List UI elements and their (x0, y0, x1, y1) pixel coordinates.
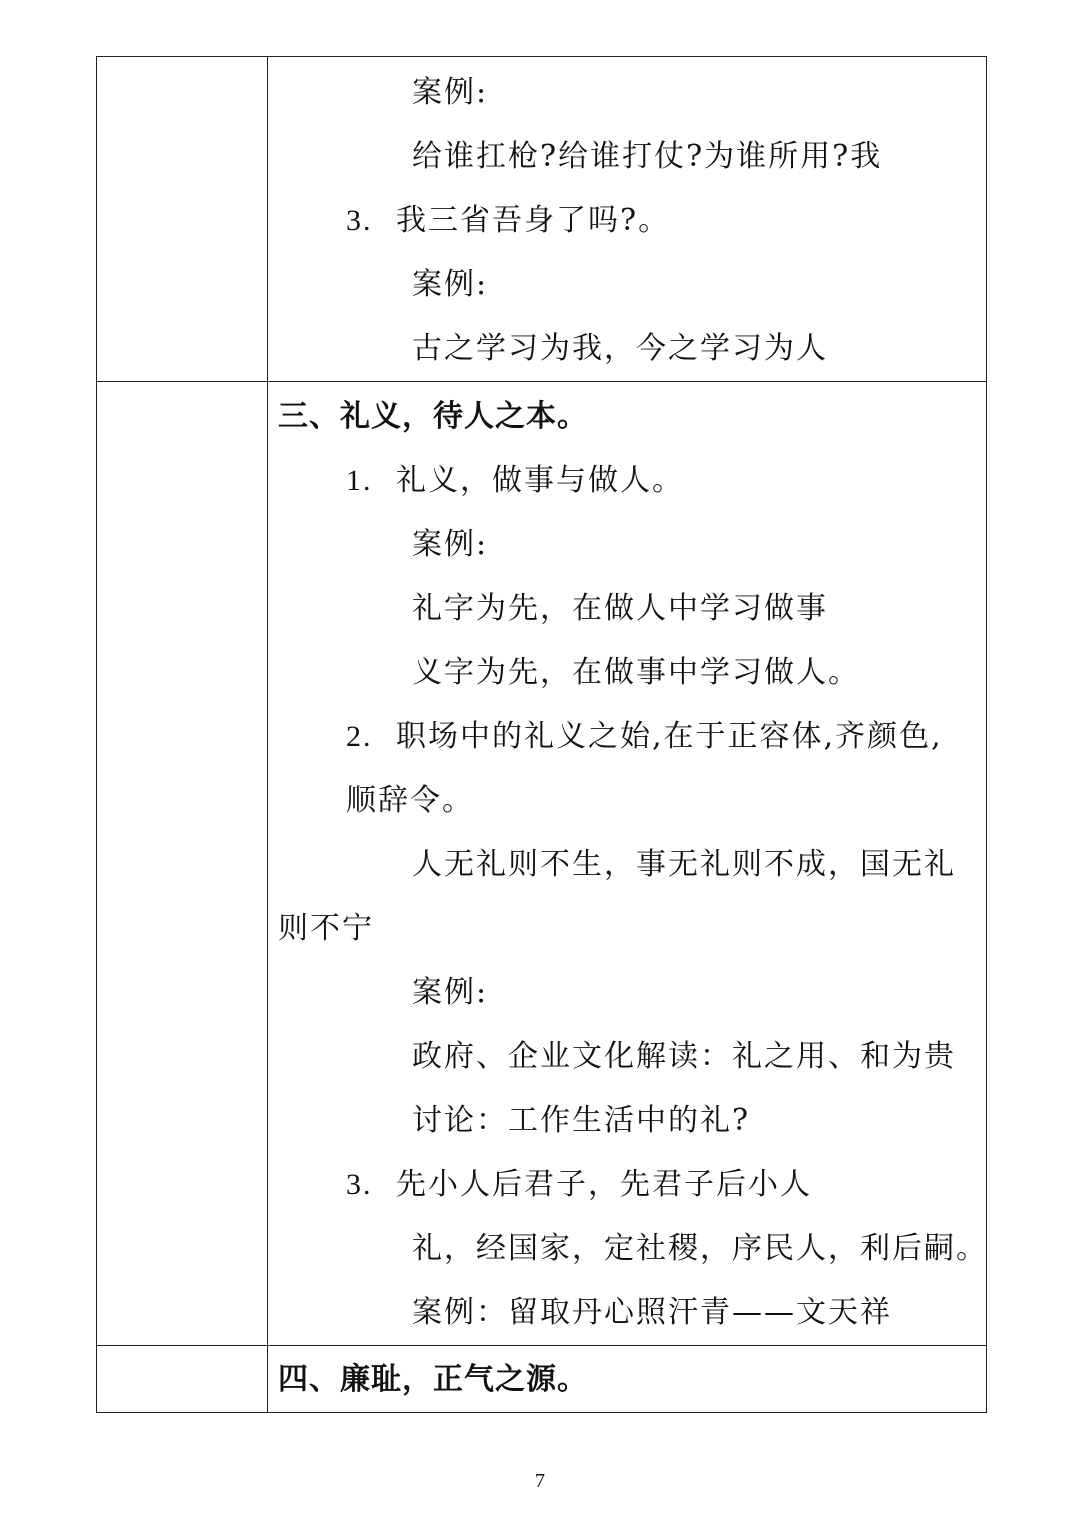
paragraph-continuation: 顺辞令。 (346, 783, 474, 818)
case-text: 义字为先，在做事中学习做人。 (412, 655, 860, 690)
quote-text: 人无礼则不生，事无礼则不成，国无礼 (412, 847, 956, 882)
case-text: 给谁扛枪?给谁打仗?为谁所用?我 (412, 139, 883, 174)
case-text: 政府、企业文化解读：礼之用、和为贵 (412, 1039, 956, 1074)
table-row (97, 382, 987, 1346)
case-label: 案例: (412, 75, 489, 110)
numbered-item (268, 705, 986, 769)
numbered-item (268, 1153, 986, 1217)
case-text: 案例：留取丹心照汗青——文天祥 (412, 1295, 892, 1330)
numbered-item (268, 449, 986, 513)
page-number: 7 (535, 1470, 545, 1492)
item-number: 3. (346, 204, 373, 237)
case-label: 案例: (412, 975, 489, 1010)
left-cell (97, 57, 268, 382)
right-cell (268, 382, 987, 1346)
item-number: 2. (346, 720, 373, 753)
quote-continuation: 则不宁 (278, 911, 374, 946)
right-cell (268, 1346, 987, 1413)
item-number: 1. (346, 464, 373, 497)
case-label: 案例: (412, 267, 489, 302)
left-cell (97, 382, 268, 1346)
numbered-item (268, 189, 986, 253)
item-text: 我三省吾身了吗?。 (396, 203, 671, 238)
item-number: 3. (346, 1168, 373, 1201)
case-text: 礼字为先，在做人中学习做事 (412, 591, 828, 626)
item-text: 礼义，做事与做人。 (396, 463, 684, 498)
right-cell (268, 57, 987, 382)
case-text: 礼，经国家，定社稷，序民人，利后嗣。 (412, 1231, 988, 1266)
table-row (97, 1346, 987, 1413)
left-cell (97, 1346, 268, 1413)
case-text: 古之学习为我，今之学习为人 (412, 331, 828, 366)
case-label: 案例: (412, 527, 489, 562)
discussion-text: 讨论：工作生活中的礼? (412, 1103, 751, 1138)
section-heading: 四、廉耻，正气之源。 (278, 1362, 588, 1397)
item-text: 先小人后君子，先君子后小人 (396, 1167, 812, 1202)
section-heading: 三、礼义，待人之本。 (278, 399, 588, 434)
item-text: 职场中的礼义之始,在于正容体,齐颜色, (396, 719, 943, 754)
table-row (97, 57, 987, 382)
content-table (96, 56, 987, 1413)
